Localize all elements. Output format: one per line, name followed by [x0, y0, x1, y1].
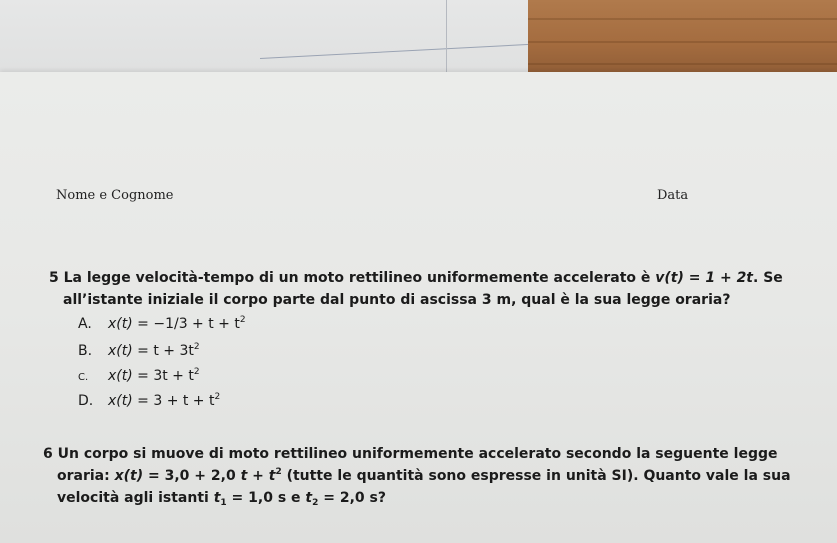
question-6-formula-lhs: x(t)	[114, 468, 144, 484]
question-6	[43, 443, 823, 509]
option-d[interactable]	[78, 393, 220, 409]
desk-grain	[528, 18, 837, 20]
back-sheet-margin-line	[446, 0, 447, 78]
question-6-exponent: 2	[275, 467, 282, 477]
option-letter: D.	[78, 393, 94, 409]
option-lhs: x(t)	[108, 368, 133, 384]
option-letter: C.	[78, 372, 89, 383]
question-6-subscript: 1	[220, 498, 227, 508]
desk-grain	[528, 63, 837, 65]
wooden-desk	[528, 0, 837, 80]
date-label: Data	[657, 188, 689, 203]
question-6-subscript: 2	[312, 498, 319, 508]
question-5	[49, 267, 819, 311]
option-exponent: 2	[239, 315, 246, 325]
question-6-line2	[43, 465, 823, 487]
question-6-text: = 1,0 s e	[226, 490, 306, 506]
option-lhs: x(t)	[108, 393, 133, 409]
question-5-formula: v(t) = 1 + 2t	[655, 270, 753, 286]
question-6-text: = 2,0 s?	[318, 490, 386, 506]
option-letter: A.	[78, 316, 92, 332]
question-5-line2: all’istante iniziale il corpo parte dal punto di ascissa 3 m, qual è la sua legge oraria?	[63, 292, 731, 308]
question-6-var: t	[305, 490, 313, 506]
question-6-var: t	[268, 468, 276, 484]
question-6-plus: +	[247, 468, 269, 484]
name-label: Nome e Cognome	[56, 188, 174, 203]
option-lhs: x(t)	[108, 316, 133, 332]
option-exponent: 2	[193, 367, 200, 377]
question-6-text: oraria:	[57, 468, 115, 484]
option-lhs: x(t)	[108, 343, 133, 359]
question-5-text-end: . Se	[753, 270, 783, 286]
option-rhs: = −1/3 + t + t	[132, 316, 240, 332]
desk-grain	[528, 41, 837, 43]
option-rhs: = 3t + t	[132, 368, 194, 384]
option-rhs: = t + 3t	[132, 343, 194, 359]
question-6-text: (tutte le quantità sono espresse in unità SI). Quanto vale la sua	[281, 468, 791, 484]
back-sheet-line	[260, 44, 530, 59]
question-6-var: t	[213, 490, 221, 506]
option-b[interactable]	[78, 343, 200, 359]
option-c[interactable]	[78, 368, 200, 384]
option-rhs: = 3 + t + t	[132, 393, 215, 409]
question-6-text: velocità agli istanti	[57, 490, 214, 506]
option-exponent: 2	[193, 342, 200, 352]
question-6-var: t	[240, 468, 248, 484]
question-5-text: 5 La legge velocità-tempo di un moto rettilineo uniformemente accelerato è	[49, 270, 656, 286]
question-5-line1	[49, 270, 783, 286]
question-6-line3	[43, 487, 823, 509]
question-6-formula-rhs: = 3,0 + 2,0	[143, 468, 241, 484]
option-exponent: 2	[214, 392, 221, 402]
option-a[interactable]	[78, 316, 246, 332]
question-6-line1: 6 Un corpo si muove di moto rettilineo uniformemente accelerato secondo la seguente legge	[43, 446, 778, 462]
option-letter: B.	[78, 343, 93, 359]
